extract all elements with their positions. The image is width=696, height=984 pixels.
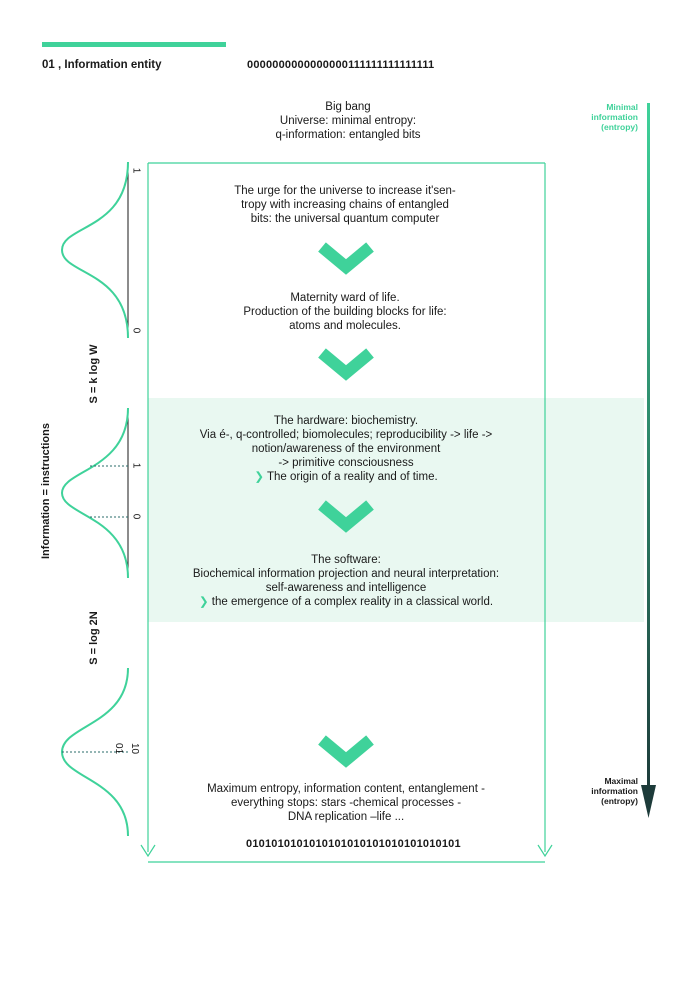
s-log2n-label: S = log 2N [88,611,100,665]
curve1-tick-bottom: 0 [130,327,142,334]
block-hardware: The hardware: biochemistry. Via é-, q-controlled; biomolecules; reproducibility -> life -> notion/awareness of the environment -> primitive consciousness ❯ The origin of a reality and of time. [158,414,534,484]
curve2-tick-b: 0 [130,513,142,520]
big-bang-text: Big bang Universe: minimal entropy: q-information: entangled bits [275,101,421,141]
curve2-tick-a: 1 [130,462,142,469]
information-instructions-label: Information = instructions [40,423,52,559]
chevron-down-icon-4 [322,740,370,760]
block-urge: The urge for the universe to increase it'sen- tropy with increasing chains of entangled bits: the universal quantum computer [234,185,456,225]
binary-bottom: 0101010101010101010101010101010101 [246,838,461,850]
s-klogw-label: S = k log W [88,344,100,404]
minimal-information-label: Minimal information (entropy) [591,102,638,132]
chevron-down-icon-3 [322,505,370,525]
block-maternity: Maternity ward of life. Production of the building blocks for life: atoms and molecules. [243,292,447,332]
binary-top: 0000000000000000111111111111111 [247,59,435,71]
bell-curve-1 [62,162,128,338]
software-emergence-line: ❯ the emergence of a complex reality in a classical world. [198,596,494,608]
section-label: 01 , Information entity [42,59,162,71]
hardware-origin-line: ❯ The origin of a reality and of time. [254,471,438,483]
chevron-right-icon: ❯ [254,471,264,483]
bell-curve-2 [62,408,128,578]
maximal-information-label: Maximal information (entropy) [591,776,638,806]
chevron-down-icon-1 [322,247,370,267]
curve1-tick-top: 1 [130,167,142,174]
chevron-right-icon: ❯ [198,596,209,608]
block-maximum: Maximum entropy, information content, entanglement - everything stops: stars -chemical processes - DNA replication –life ... [207,783,485,823]
chevron-down-icon-2 [322,353,370,373]
block-software: The software: Biochemical information projection and neural interpretation: self-awareness and intelligence ❯ the emergence of a complex reality in a classical world. [158,553,534,609]
curve3-tick-b: 10 [129,742,141,755]
entropy-arrow-shaft [647,103,650,793]
header-accent-bar [42,42,226,47]
entropy-arrow-head [641,785,656,818]
curve3-tick-a: 01 [113,742,125,755]
